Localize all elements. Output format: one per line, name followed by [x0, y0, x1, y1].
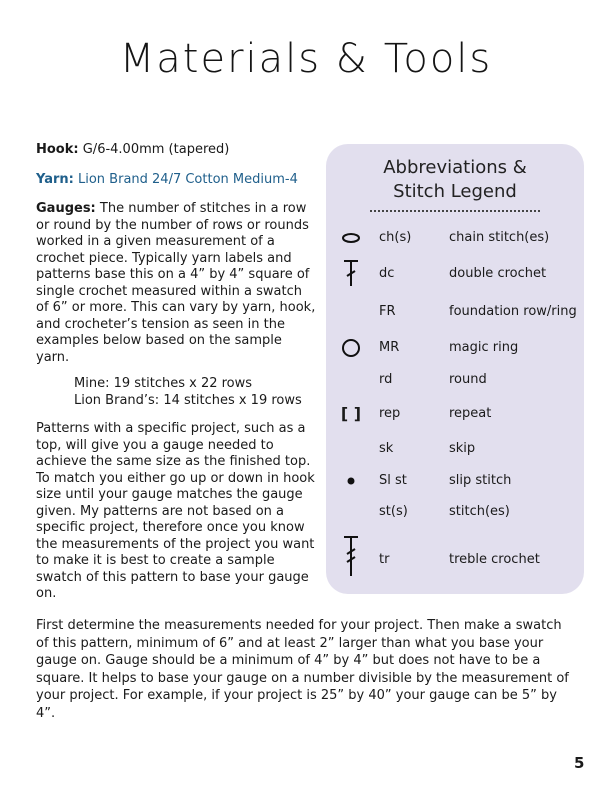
legend-row-rep — [326, 404, 584, 424]
legend-meaning: repeat — [449, 406, 492, 421]
chain-oval-icon — [336, 228, 366, 248]
legend-abbr: st(s) — [379, 504, 408, 519]
dotted-divider — [370, 210, 540, 212]
hook-value: G/6-4.00mm (tapered) — [82, 142, 230, 157]
legend-abbr: tr — [379, 552, 390, 567]
page-title: Materials & Tools — [119, 36, 493, 82]
yarn-value: Lion Brand 24/7 Cotton Medium-4 — [78, 171, 298, 187]
yarn-label: Yarn: — [36, 171, 74, 187]
legend-meaning: chain stitch(es) — [449, 230, 550, 245]
page-number: 5 — [574, 754, 585, 772]
legend-row-mr — [326, 338, 584, 358]
legend-meaning: stitch(es) — [449, 504, 510, 519]
abbreviations-panel — [326, 144, 584, 594]
legend-meaning: magic ring — [449, 340, 519, 355]
double-crochet-icon — [336, 258, 366, 288]
legend-row-chain — [326, 228, 584, 248]
legend-title-line1: Abbreviations & — [383, 157, 527, 178]
legend-meaning: slip stitch — [449, 473, 512, 488]
hook-label: Hook: — [36, 142, 79, 157]
legend-row-dc — [326, 264, 584, 284]
legend-row-rd — [326, 370, 584, 390]
legend-abbr: Sl st — [379, 473, 407, 488]
patterns-paragraph: Patterns with a specific project, such as a top, will give you a gauge needed to achieve the same size as the finished top. To match you either go up or down in hook size until your gauge matches the gauge given. My patterns are not based on a specific project, therefore once you know the measurements of the project you want to make it is best to create a sample swatch of this pattern to base your gauge on. — [36, 421, 315, 601]
legend-meaning: foundation row/ring — [449, 304, 577, 319]
magic-ring-icon — [336, 338, 366, 358]
legend-title-line2: Stitch Legend — [393, 181, 517, 202]
materials-column — [36, 142, 318, 603]
gauge-examples — [74, 376, 318, 409]
gauge-brand: Lion Brand’s: 14 stitches x 19 rows — [74, 392, 302, 408]
legend-abbr: sk — [379, 441, 394, 456]
legend-abbr: ch(s) — [379, 230, 412, 245]
treble-crochet-icon — [336, 534, 366, 578]
slip-stitch-dot-icon — [336, 471, 366, 491]
gauges-paragraph — [36, 201, 318, 366]
legend-abbr: rep — [379, 406, 401, 421]
bracket-symbol: [ ] — [340, 404, 362, 423]
legend-meaning: round — [449, 372, 487, 387]
hook-line — [36, 142, 318, 159]
legend-row-sts — [326, 502, 584, 522]
legend-row-tr — [326, 550, 584, 570]
legend-row-fr — [326, 302, 584, 322]
gauge-mine: Mine: 19 stitches x 22 rows — [74, 376, 253, 391]
yarn-line — [36, 172, 318, 189]
gauges-label: Gauges: — [36, 201, 96, 216]
legend-abbr: dc — [379, 266, 395, 281]
gauges-text: The number of stitches in a row or round by the number of rows or rounds worked in a given measurement of a crochet piece. Typically yarn labels and patterns base this on a 4” by 4” square of single crochet measured within a swatch of 6” or more. This can vary by yarn, hook, and crocheter’s tension as seen in the examples below based on the sample yarn. — [36, 201, 316, 365]
legend-abbr: rd — [379, 372, 393, 387]
legend-meaning: treble crochet — [449, 552, 540, 567]
legend-meaning: skip — [449, 441, 476, 456]
legend-abbr: FR — [379, 304, 396, 319]
legend-row-sk — [326, 439, 584, 459]
legend-row-slst — [326, 471, 584, 491]
legend-title — [326, 156, 584, 204]
swatch-instructions: First determine the measurements needed for your project. Then make a swatch of this pattern, minimum of 6” and at least 2” larger than what you base your gauge on. Gauge should be a minimum of 4” by 4” but does not have to be a square. It helps to base your gauge on a number divisible by the measurement of your project. For example, if your project is 25” by 40” your gauge can be 5” by 4”. — [36, 618, 569, 721]
legend-meaning: double crochet — [449, 266, 547, 281]
legend-abbr: MR — [379, 340, 400, 355]
